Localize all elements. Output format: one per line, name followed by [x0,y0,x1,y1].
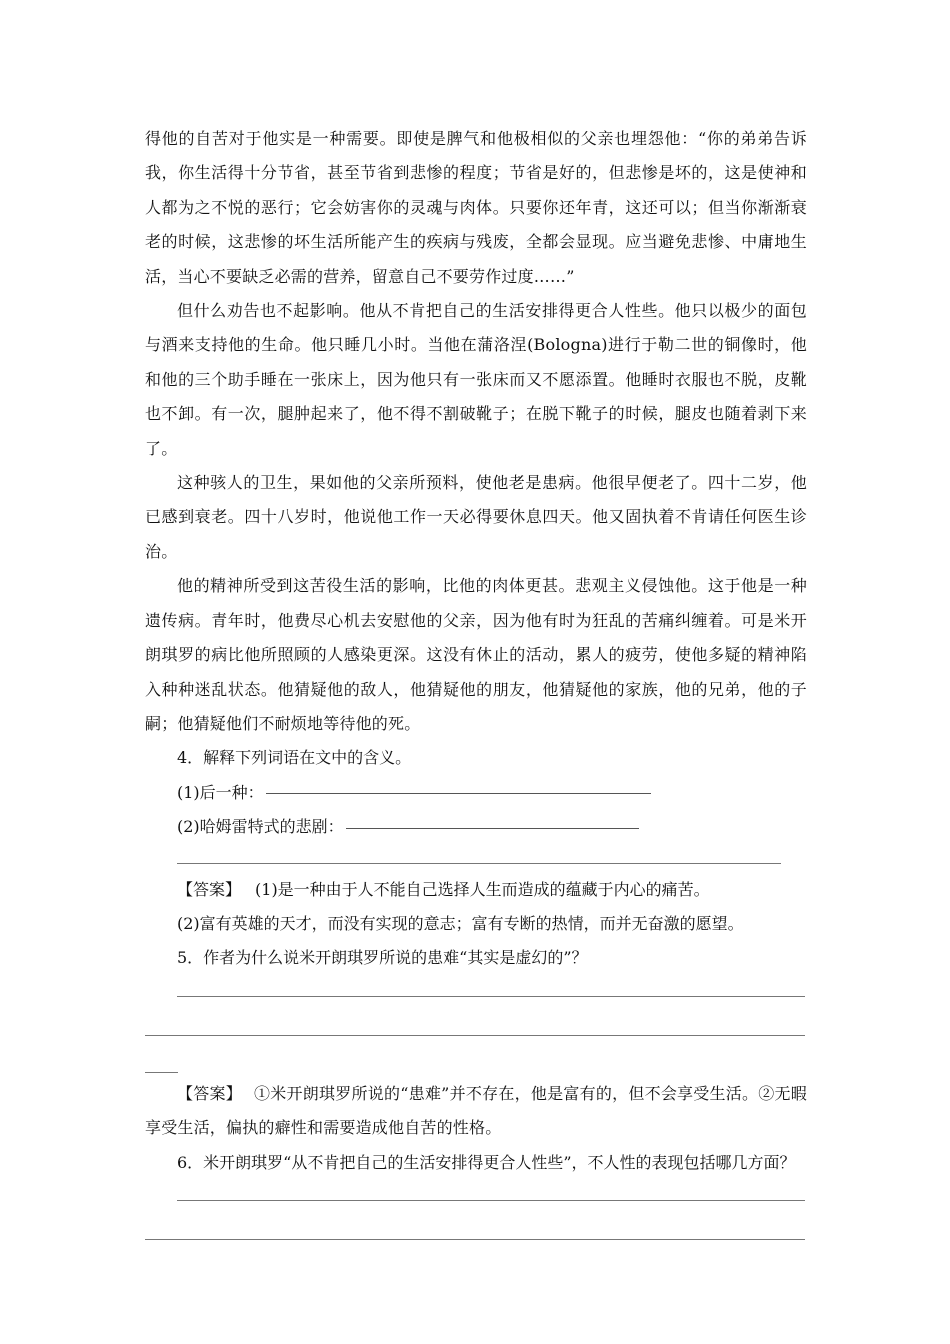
question-4-answer-1 [145,873,807,907]
question-4-item-1-label: (1)后一种： [177,782,264,802]
question-6-stem: 6．米开朗琪罗“从不肯把自己的生活安排得更合人性些”，不人性的表现包括哪几方面？ [177,1152,796,1172]
document-content [145,122,807,1240]
question-5-stem: 5．作者为什么说米开朗琪罗所说的患难“其实是虚幻的”？ [177,948,588,968]
answer-blank-4-1[interactable] [266,792,651,794]
question-5-answer [145,1077,807,1146]
answer-blank-4-2[interactable] [346,827,639,829]
answer-4-1-text: (1)是一种由于人不能自己选择人生而造成的蕴藏于内心的痛苦。 [255,879,710,899]
question-4-item-2-label: (2)哈姆雷特式的悲剧： [177,817,344,837]
question-4-item-1 [145,776,807,810]
passage-paragraph-2: 但什么劝告也不起影响。他从不肯把自己的生活安排得更合人性些。他只以极少的面包与酒来支持他的生命。他只睡几小时。当他在蒲洛涅(Bologna)进行于勒二世的铜像时，他和他的三个助手睡在一张床上，因为他只有一张床而又不愿添置。他睡时衣服也不脱，皮靴也不卸。有一次，腿肿起来了，他不得不割破靴子；在脱下靴子的时候，腿皮也随着剥下来了。 [145,301,807,458]
answer-tag: 【答案】 [177,879,242,899]
question-4-stem: 4．解释下列词语在文中的含义。 [177,748,412,768]
question-4-item-2 [145,810,807,844]
question-4-answer-2: (2)富有英雄的天才，而没有实现的意志；富有专断的热情，而并无奋激的愿望。 [177,913,744,933]
passage-paragraph-4: 他的精神所受到这苦役生活的影响，比他的肉体更甚。悲观主义侵蚀他。这于他是一种遗传病。青年时，他费尽心机去安慰他的父亲，因为他有时为狂乱的苦痛纠缠着。可是米开朗琪罗的病比他所照顾的人感染更深。这没有休止的活动，累人的疲劳，使他多疑的精神陷入种种迷乱状态。他猜疑他的敌人，他猜疑他的朋友，他猜疑他的家族，他的兄弟，他的子嗣；他猜疑他们不耐烦地等待他的死。 [145,576,807,733]
answer-line-6-2[interactable] [145,1239,805,1240]
passage-paragraph-1: 得他的自苦对于他实是一种需要。即使是脾气和他极相似的父亲也埋怨他：“你的弟弟告诉我，你生活得十分节省，甚至节省到悲惨的程度；节省是好的，但悲惨是坏的，这是使神和人都为之不悦的恶行；它会妨害你的灵魂与肉体。只要你还年青，这还可以；但当你渐渐衰老的时候，这悲惨的坏生活所能产生的疾病与残废，全都会显现。应当避免悲惨、中庸地生活，当心不要缺乏必需的营养，留意自己不要劳作过度……” [145,129,807,286]
answer-5-text: ①米开朗琪罗所说的“患难”并不存在，他是富有的，但不会享受生活。②无暇享受生活，偏执的癖性和需要造成他自苦的性格。 [145,1083,807,1138]
passage-paragraph-3: 这种骇人的卫生，果如他的父亲所预料，使他老是患病。他很早便老了。四十二岁，他已感到衰老。四十八岁时，他说他工作一天必得要休息四天。他又固执着不肯请任何医生诊治。 [145,473,807,561]
answer-tag: 【答案】 [177,1083,242,1103]
